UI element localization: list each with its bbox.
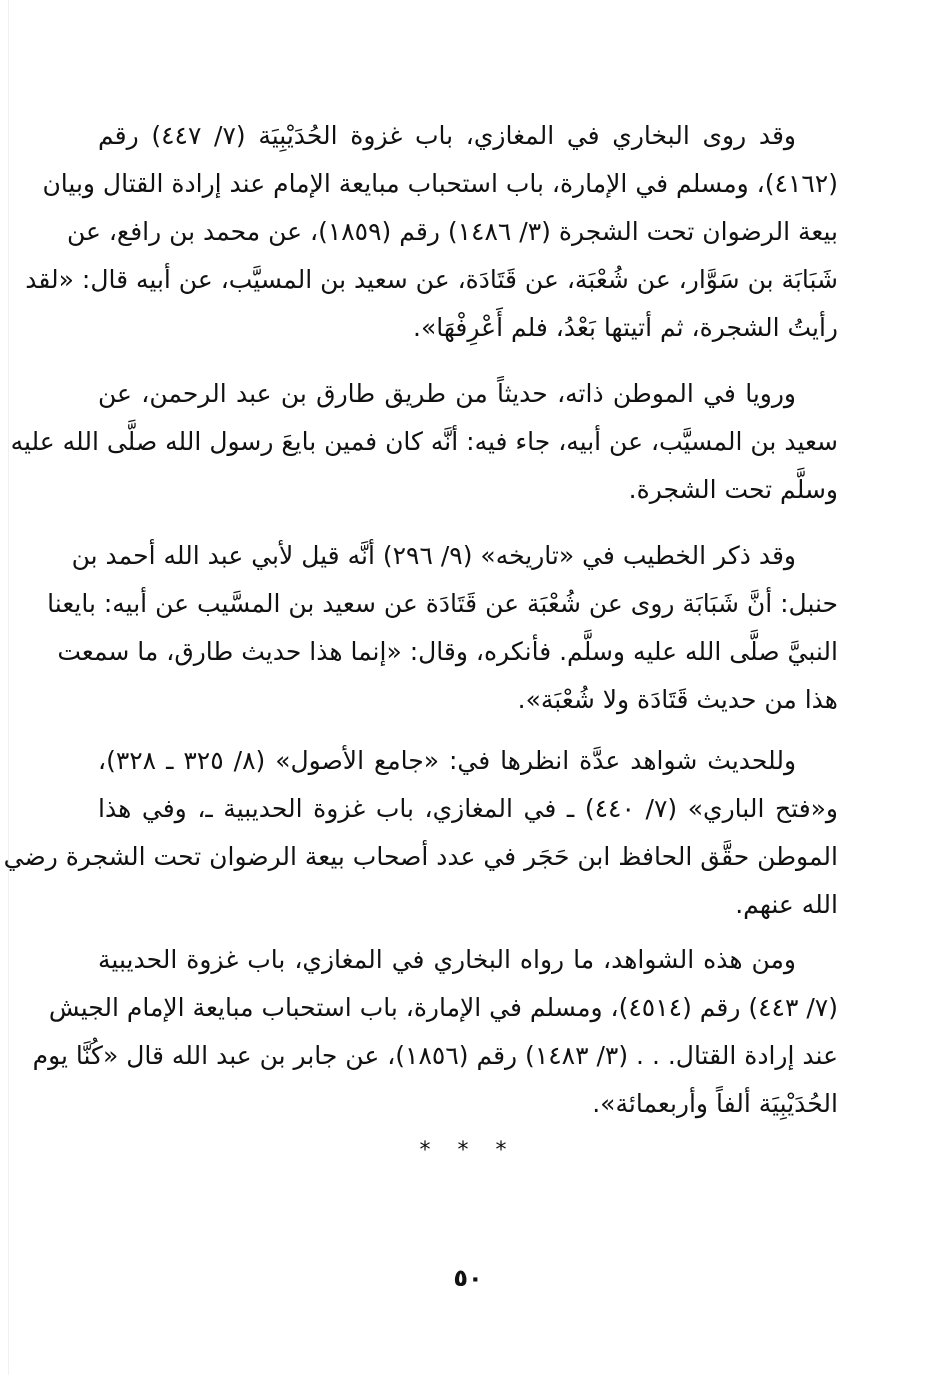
- paragraph-1-line-5: رأيتُ الشجرة، ثم أتيتها بَعْدُ، فلم أَعْرِفْهَا».: [413, 313, 838, 342]
- paragraph-3-line-2: حنبل: أنَّ شَبَابَة روى عن شُعْبَة عن قَتَادَة عن سعيد بن المسَّيب عن أبيه: بايعنا: [47, 589, 838, 618]
- paragraph-5-line-2: (٧/ ٤٤٣) رقم (٤٥١٤)، ومسلم في الإمارة، باب استحباب مبايعة الإمام الجيش: [48, 993, 838, 1022]
- paragraph-2: [10, 370, 838, 514]
- section-separator: * * *: [419, 1138, 517, 1163]
- paragraph-5-line-1: ومن هذه الشواهد، ما رواه البخاري في المغازي، باب غزوة الحديبية: [98, 945, 796, 974]
- paragraph-1-line-3: بيعة الرضوان تحت الشجرة (٣/ ١٤٨٦) رقم (١٨٥٩)، عن محمد بن رافع، عن: [66, 217, 838, 246]
- paragraph-4-line-1: وللحديث شواهد عدَّة انظرها في: «جامع الأصول» (٨/ ٣٢٥ ـ ٣٢٨)،: [98, 746, 797, 775]
- paragraph-1-line-1: وقد روى البخاري في المغازي، باب غزوة الحُدَيْبِيَة (٧/ ٤٤٧) رقم: [98, 121, 796, 150]
- paragraph-5-line-4: الحُدَيْبِيَة ألفاً وأربعمائة».: [592, 1089, 838, 1118]
- paragraph-3: [47, 532, 838, 724]
- paragraph-5: [32, 936, 838, 1128]
- page-number: ٥٠: [453, 1264, 483, 1292]
- paragraph-1-line-2: (٤١٦٢)، ومسلم في الإمارة، باب استحباب مبايعة الإمام عند إرادة القتال وبيان: [42, 169, 838, 198]
- paragraph-3-line-4: هذا من حديث قَتَادَة ولا شُعْبَة».: [517, 685, 838, 714]
- paragraph-3-line-3: النبيَّ صلَّى الله عليه وسلَّم. فأنكره، وقال: «إنما هذا حديث طارق، ما سمعت: [57, 637, 838, 666]
- paragraph-4-line-2: و«فتح الباري» (٧/ ٤٤٠) ـ في المغازي، باب غزوة الحديبية ـ، وفي هذا: [98, 794, 839, 823]
- paragraph-2-line-1: ورويا في الموطن ذاته، حديثاً من طريق طارق بن عبد الرحمن، عن: [98, 379, 796, 408]
- paragraph-4-line-3: الموطن حقَّق الحافظ ابن حَجَر في عدد أصحاب بيعة الرضوان تحت الشجرة رضي: [3, 842, 838, 871]
- paragraph-4-line-4: الله عنهم.: [735, 890, 838, 919]
- paragraph-1-line-4: شَبَابَة بن سَوَّار، عن شُعْبَة، عن قَتَادَة، عن سعيد بن المسيَّب، عن أبيه قال: «لقد: [25, 265, 838, 294]
- paragraph-4: [3, 737, 839, 929]
- paragraph-2-line-3: وسلَّم تحت الشجرة.: [628, 475, 838, 504]
- paragraph-5-line-3: عند إرادة القتال. . . (٣/ ١٤٨٣) رقم (١٨٥٦)، عن جابر بن عبد الله قال «كُنَّا يوم: [32, 1041, 838, 1070]
- paragraph-3-line-1: وقد ذكر الخطيب في «تاريخه» (٩/ ٢٩٦) أنَّه قيل لأبي عبد الله أحمد بن: [71, 541, 796, 570]
- paragraph-2-line-2: سعيد بن المسيَّب، عن أبيه، جاء فيه: أنَّه كان فمين بايعَ رسول الله صلَّى الله عليه: [10, 427, 838, 456]
- paragraph-1: [25, 112, 838, 352]
- scan-edge: [8, 0, 9, 1375]
